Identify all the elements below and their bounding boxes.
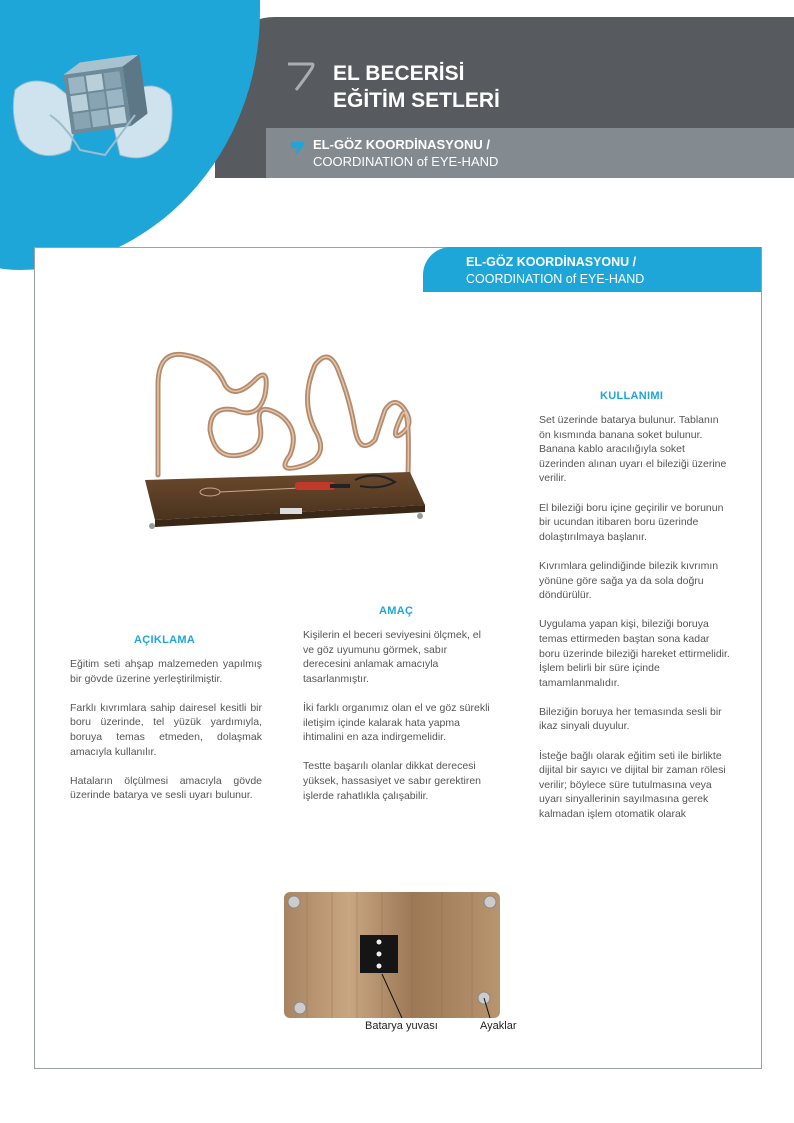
kullanim-paragraph: Uygulama yapan kişi, bileziği boruya temas ettirmeden baştan sona kadar boru üzerinde bileziği hareket ettirmelidir. İşlem belirli bir süre içinde tamamlanmalıdır. [539,618,730,689]
section-tab-text [466,254,644,288]
kullanim-paragraph: Bileziğin boruya her temasında sesli bir ikaz sinyali duyulur. [539,705,722,733]
kullanim-paragraph: İsteğe bağlı olarak eğitim seti ile birlikte dijital bir sayıcı ve dijital bir zaman rölesi verilir; böylece süre tutulmasına veya uyarı sinyallerinin sayılmasına gerek kalmadan işlem otomatik olarak [539,749,726,821]
kullanim-paragraph: El bileziği boru içine geçirilir ve borunun bir ucundan itibaren boru üzerinde dolaştırılmaya başlanır. [539,501,724,543]
aciklama-text [70,657,262,818]
hands-with-cube-illustration [10,55,175,170]
subtitle-line-1: EL-GÖZ KOORDİNASYONU / [313,137,490,152]
amac-paragraph: Testte başarılı olanlar dikkat derecesi yüksek, hassasiyet ve sabır gerektiren işlerde rahatlıkla çalışabilir. [303,760,481,802]
feet-label: Ayaklar [480,1020,517,1032]
tab-line-1: EL-GÖZ KOORDİNASYONU / [466,255,637,269]
subtitle-line-2: COORDINATION of EYE-HAND [313,154,499,169]
tab-line-2: COORDINATION of EYE-HAND [466,272,645,286]
battery-slot-label: Batarya yuvası [365,1020,438,1032]
aciklama-title: AÇIKLAMA [134,634,196,646]
amac-title: AMAÇ [379,605,414,617]
title-mark-icon [286,60,316,92]
aciklama-paragraph: Farklı kıvrımlara sahip dairesel kesitli bir boru üzerinde, tel yüzük yardımıyla, boruya temas etmeden, dolaşmak amacıyla kullanılır. [70,701,262,758]
bottom-view-image [282,890,502,1020]
aciklama-paragraph: Eğitim seti ahşap malzemeden yapılmış bir gövde üzerine yerleştirilmiştir. [70,658,262,685]
header-subtitle [313,136,498,170]
eye-hand-coordination-set-image [140,340,460,535]
amac-paragraph: Kişilerin el beceri seviyesini ölçmek, el ve göz uyumunu görmek, sabır derecesini anlamak amacıyla tasarlanmıştır. [303,629,481,685]
kullanim-paragraph: Kıvrımlara gelindiğinde bilezik kıvrımın yönüne göre sağa ya da sola doğru döndürülür. [539,559,719,602]
title-line-1: EL BECERİSİ [333,62,465,85]
kullanim-paragraph: Set üzerinde batarya bulunur. Tablanın ön kısmında banana soket bulunur. Banana kablo aracılığıyla soket üzerinden alınan uyarı el bileziği üzerine verilir. [539,414,727,485]
amac-paragraph: İki farklı organımız olan el ve göz sürekli iletişim içinde kalarak hata yapma ihtimalini en aza indirgemelidir. [303,701,490,744]
kullanim-title: KULLANIMI [600,390,664,402]
aciklama-paragraph: Hataların ölçülmesi amacıyla gövde üzerinde batarya ve sesli uyarı bulunur. [70,774,262,802]
amac-text [303,628,493,818]
page-title [333,60,500,114]
kullanim-text [539,413,731,836]
title-line-2: EĞİTİM SETLERİ [333,89,500,112]
subtitle-mark-icon [290,140,306,156]
